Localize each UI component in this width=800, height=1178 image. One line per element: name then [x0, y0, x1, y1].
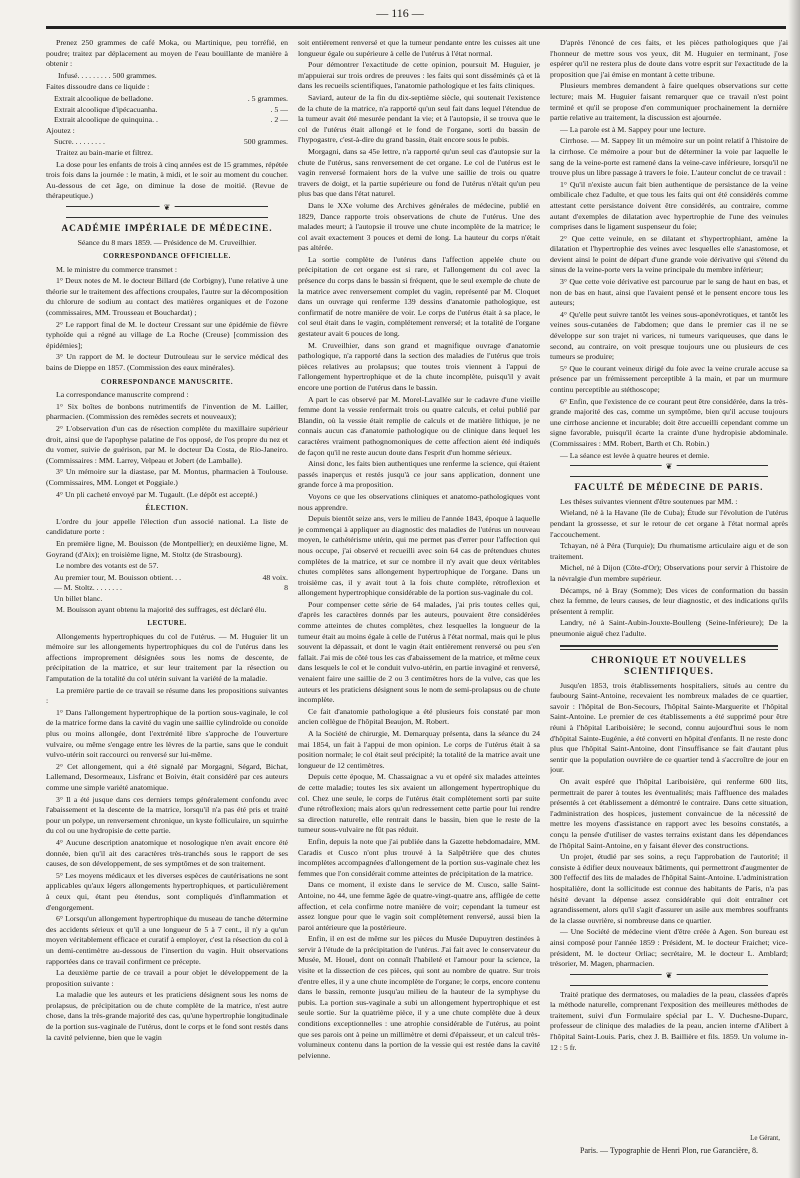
- ingredient-qty: . 5 —: [270, 104, 288, 114]
- paragraph: soit entièrement renversé et que la tumeur pendante entre les cuisses ait une longueur égale ou supérieure à celle de l'utérus à l'état normal.: [298, 38, 540, 58]
- subsection-title: CORRESPONDANCE MANUSCRITE.: [100, 378, 234, 386]
- vote-name: Au premier tour, M. Bouisson obtient. . .: [54, 572, 182, 582]
- column-1: [46, 38, 288, 1148]
- paragraph: 1° Dans l'allongement hypertrophique de la portion sous-vaginale, le col de la matrice forme dans la cavité du vagin une saillie cylindroïde ou conoïde plus ou moins allongée, dont l'extrémité libre s'approche de l'ouverture vulvaire, ou même s'engage entre les lèvres de la partie, sans que le conduit vulvo-utérin soit raccourci ou renversé sur lui-même.: [46, 707, 288, 760]
- paragraph: Le nombre des votants est de 57.: [56, 561, 159, 571]
- recipe-dose: La dose pour les enfants de trois à cinq années est de 15 grammes, répétée trois fois dans la journée : le matin, à midi, et le soir au moment du coucher. Au-dessous de cet âge, on diminue la dose de moitié. (Revue de thérapeutique.): [46, 159, 288, 201]
- page-number: — 116 —: [376, 6, 424, 20]
- paragraph: Un projet, étudié par ses soins, a reçu l'approbation de l'autorité; il consiste à édifier deux nouveaux bâtiments, qui permettront d'augmenter de 300 l'effectif des lits de malades de l'hôpital Saint-Antoine. L'administration hospitalière, dont la sollicitude est connue des habitants de Paris, n'a pas hésité devant la dépense assez considérable qui doit entraîner cet agrandissement, alors qu'il s'agit d'assurer un asile aux membres souffrants de la classe ouvrière, si nombreuse dans ce quartier.: [550, 852, 788, 925]
- seance-line: Séance du 8 mars 1859. — Présidence de M. Cruveilhier.: [77, 237, 257, 247]
- paragraph: 4° Qu'elle peut suivre tantôt les veines sous-aponévrotiques, et tantôt les veines sous-cutanées de l'abdomen; que dans le premier cas il ne se développe sur son trajet ni varices, ni tumeurs variqueuses, que dans le second, au contraire, on voit presque toujours une ou plusieurs de ces tumeurs se produire;: [550, 309, 788, 362]
- vote-name: Un billet blanc.: [54, 593, 103, 603]
- recipe-intro: Prenez 250 grammes de café Moka, ou Martinique, peu torréfié, en poudre; traitez par déplacement au moyen de l'eau bouillante de manière à obtenir :: [46, 38, 288, 69]
- paragraph: Depuis bientôt seize ans, vers le milieu de l'année 1843, époque à laquelle je commençai à appliquer au diagnostic des maladies de l'utérus un nouveau moyen, le cathétérisme utérin, qui me permet pas d'errer pour l'affection qui nous occupe, j'ai observé et recueilli avec soin 64 cas de prétendues chutes complètes de la matrice, et sur ce nombre il n'y avait que deux véritables chutes complètes sans allongement hypertrophique de l'organe. Dans un troisième cas, il y avait tout à la fois chute complète, rétroflexion et allongement hypertrophique considérable de la portion sus-vaginale du col.: [298, 514, 540, 598]
- paragraph: — La parole est à M. Sappey pour une lecture.: [560, 124, 706, 134]
- paragraph: Pour compenser cette série de 64 malades, j'ai pris toutes celles qui, d'après les caractères donnés par les auteurs, pouvaient être considérées comme atteintes de chutes complètes, chez lesquelles la longueur de la tumeur était au moins égale à celle de l'utérus à l'état normal, mais qui le plus souvent la dépassait, et dont le vagin était entièrement renversé ou peu s'en fallait. J'ai mis de côté tous les cas d'abaissement de la matrice, et même ceux dans lesquels le col et le conduit vulvo-utérin, en partie invaginé et renversé, venaient faire une saillie de 2 ou 3 centimètres hors de la vulve, cas que les auteurs et les praticiens désignent sous le nom de semi-prolapsus ou de chute incomplète.: [298, 599, 540, 705]
- paragraph: Dans le XXe volume des Archives générales de médecine, publié en 1829, Dance rapporte trois observations de chute de l'utérus. Une des malades meurt; à l'autopsie il trouve une chute incomplète de la matrice; le col avait exactement 3 pouces et demi de long. La hauteur du corps n'était pas altérée.: [298, 200, 540, 253]
- ingredient-qty: . 5 grammes.: [247, 93, 288, 103]
- paragraph: 3° Que cette voie dérivative est parcourue par le sang de haut en bas, et non de bas en haut, ainsi que l'avaient pensé et le pensent encore tous les auteurs;: [550, 277, 788, 308]
- paragraph: La maladie que les auteurs et les praticiens désignent sous les noms de prolapsus, de précipitation ou de chute complète de la matrice, n'est autre chose, dans la très-grande majorité des cas, qu'une hypertrophie longitudinale de la portion sus-vaginale de l'utérus, dont le corps et le fond sont restés dans la cavité pelvienne, bien que le vagin: [46, 990, 288, 1042]
- paragraph: Morgagni, dans sa 45e lettre, n'a rapporté qu'un seul cas d'autopsie sur la chute de l'utérus, sans renversement de cet organe. Le col de l'utérus est le vagin renversé formaient hors de la vulve une saillie de trois ou quatre travers de doigt, et la partie supérieure ou fond de l'utérus n'était qu'un peu plus bas que dans l'état naturel.: [298, 146, 540, 199]
- paragraph: En première ligne, M. Bouisson (de Montpellier); en deuxième ligne, M. Goyrand (d'Aix); en troisième ligne, M. Stoltz (de Strasbourg).: [46, 538, 288, 559]
- ingredient-row: [46, 137, 288, 148]
- paragraph: 5° Que le courant veineux dirigé du foie avec la veine crurale accuse sa présence par un frémissement perceptible à la main, et par un murmure continu perceptible au stéthoscope;: [550, 363, 788, 394]
- recipe-infuse: Infusé. . . . . . . . . 500 grammes.: [58, 70, 157, 80]
- paragraph: 5° Les moyens médicaux et les diverses espèces de cautérisations ne sont applicables qu'aux légers allongements hypertrophiques, et particulièrement à ceux qui, étant peu étendus, sont compliqués d'inflammation et d'engorgement.: [46, 870, 288, 912]
- subsection-title: ÉLECTION.: [145, 505, 189, 513]
- vote-name: — M. Stoltz. . . . . . . .: [54, 583, 123, 593]
- ornament-icon: ❦: [160, 203, 175, 214]
- section-ornament: [570, 462, 768, 477]
- paragraph: 2° Le rapport final de M. le docteur Cressant sur une épidémie de fièvre typhoïde qui a régné au village de La Roche (Creuse) [commission des épidémies];: [46, 319, 288, 350]
- paragraph: Ainsi donc, les faits bien authentiques une renferme la science, qui étaient passés inaperçus et restés jusqu'à ce jour sans application, donnent une grande force à ma proposition.: [298, 459, 540, 490]
- section-ornament: [570, 970, 768, 986]
- thesis-entry: Michel, né à Dijon (Côte-d'Or); Observations pour servir à l'histoire de la névralgie d'un membre supérieur.: [550, 563, 788, 583]
- section-title-academie: ACADÉMIE IMPÉRIALE DE MÉDECINE.: [61, 223, 273, 234]
- ornament-icon: ❦: [662, 971, 677, 982]
- paragraph: L'ordre du jour appelle l'élection d'un associé national. La liste de candidature porte :: [46, 516, 288, 537]
- paragraph: On avait espéré que l'hôpital Lariboisière, qui renferme 600 lits, permettrait de parer à toutes les éventualités; mais l'affluence des malades présentés à cet établissement a démontré le contraire. Dans cette situation, l'administration des hospices, justement convaincue de la nécessité de mettre les moyens d'assistance en rapport avec les besoins constatés, a conçu la pensée d'utiliser de vastes terrains existant dans les dépendances de l'hôpital Saint-Antoine, en y faisant élever des constructions.: [550, 777, 788, 850]
- paragraph: A part le cas observé par M. Morel-Lavallée sur le cadavre d'une vieille femme dont la vessie renfermait trois ou quatre calculs, et celui publié par Blandin, où la vessie était remplie de calculs et de matière lithique, je ne connais aucun cas d'anatomie pathologique ou de clinique dans lequel les caractères vraiment pathognomoniques de cette affection aient été indiqués de façon qu'il ne reste aucun doute dans l'esprit d'un homme sérieux.: [298, 394, 540, 457]
- ingredient-name: Extrait alcoolique de belladone.: [54, 93, 154, 103]
- thesis-entry: Décamps, né à Bray (Somme); Des vices de conformation du bassin chez la femme, de leurs causes, de leur diagnostic, et des indications qu'ils présentent à remplir.: [550, 585, 788, 616]
- paragraph: A la Société de chirurgie, M. Demarquay présenta, dans la séance du 24 mai 1854, un fait à l'appui de mon opinion. Le corps de l'utérus était à sa position normale; le col était seul précipité; la totalité de la matrice avait une longueur de 12 centimètres.: [298, 729, 540, 770]
- paragraph: Les thèses suivantes viennent d'être soutenues par MM. :: [560, 496, 738, 506]
- paragraph: La correspondance manuscrite comprend :: [56, 390, 189, 400]
- paragraph: La première partie de ce travail se résume dans les propositions suivantes :: [46, 685, 288, 706]
- paragraph: La deuxième partie de ce travail a pour objet le développement de la proposition suivante :: [46, 968, 288, 988]
- ingredient-qty: 500 grammes.: [243, 137, 288, 147]
- paragraph: Cirrhose. — M. Sappey lit un mémoire sur un point relatif à l'histoire de la cirrhose. Ce mémoire a pour but de déterminer la voie par laquelle le sang de la veine-porte est ramené dans la veine-cave inférieure, lorsqu'il ne trouve plus un libre passage à travers le foie. L'auteur conclut de ce travail :: [550, 136, 788, 178]
- paragraph: Ce fait d'anatomie pathologique a été plusieurs fois constaté par mon ancien collègue de l'hôpital Beaujon, M. Robert.: [298, 706, 540, 727]
- paragraph: 6° Enfin, que l'existence de ce courant peut être considérée, dans la très-grande majorité des cas, comme un symptôme, bien qu'il accuse toujours une cirrhose ancienne et incurable; doit être accueilli cependant comme un signe favorable, puisqu'il écarte la crainte d'une hydropisie abdominale. (Commissaires : MM. Robert, Barth et Ch. Robin.): [550, 396, 788, 448]
- paragraph: Saviard, auteur de la fin du dix-septième siècle, qui soutenait l'existence de la chute de la matrice, n'a rapporté qu'un seul fait dans lequel l'étendue de la tumeur avait été mesurée pendant la vie; et à l'autopsie, il se trouva que le col de l'utérus était allongé et le fond de l'organe, sorti du bassin de l'hypogastre, c'est-à-dire du grand bassin, était encore sous le pubis.: [298, 92, 540, 145]
- paragraph: 6° Lorsqu'un allongement hypertrophique du museau de tanche détermine des accidents sérieux et qu'il a une longueur de 5 à 7 cent., il n'y a qu'un moyen véritablement efficace et curatif à employer, c'est la résection du col à un demi-centimètre au-dessous de l'insertion du vagin. Huit observations rapportées dans ce travail confirment ce précepte.: [46, 914, 288, 966]
- recipe-dissolve: Faites dissoudre dans ce liquide :: [46, 82, 150, 92]
- paragraph: 2° L'observation d'un cas de résection complète du maxillaire supérieur droit, ainsi que de l'apophyse palatine de l'os opposé, de l'os propre du nez et du vomer, suivie de guérison, par M. le docteur Da Costa, de Rio-Janeiro. (Commissaires : MM. Larrey, Velpeau et Jobert (de Lamballe).: [46, 424, 288, 465]
- paragraph: Allongements hypertrophiques du col de l'utérus. — M. Huguier lit un mémoire sur les allongements hypertrophiques du col de l'utérus dans les affections improprement désignées sous les noms de descente, de précipitation de la matrice, et sur leur traitement par la résection ou l'amputation de la totalité du col utérin suivant la variété de la maladie.: [46, 631, 288, 684]
- paragraph: Depuis cette époque, M. Chassaignac a vu et opéré six malades atteintes de cette maladie; toutes les six avaient un allongement hypertrophique du col. Chez une seule, le corps de l'utérus était complètement sorti par suite d'une rétroflexion; mais alors qu'un redressement cette partie pour lui rendre sa direction naturelle, elle rentrait dans le bassin, bien que le reste de la tumeur sous-vulvaire ne fût pas réduit.: [298, 772, 540, 835]
- paragraph: Jusqu'en 1853, trois établissements hospitaliers, situés au centre du faubourg Saint-Antoine, recevaient les nombreux malades de ce quartier, savoir : l'hôpital de Bon-Secours, l'hôpital Sainte-Marguerite et l'hôpital Saint-Antoine. Le premier de ces établissements a été supprimé pour être réuni à l'hôpital Lariboisière; le second, connu aujourd'hui sous le nom d'hôpital Sainte-Eugénie, a été converti en hôpital d'enfants. Il ne reste donc plus que l'hôpital Saint-Antoine, dont l'insuffisance se fait d'autant plus sentir que la population ouvrière de ce quartier tend à s'accroître de jour en jour.: [550, 680, 788, 775]
- paragraph: 1° Deux notes de M. le docteur Billard (de Corbigny), l'une relative à une théorie sur le traitement des affections croupales, l'autre sur la décomposition du chlorure de sodium au contact des matières organiques et de l'ozone (commissaires, MM. Trousseau et Bouchardat) ;: [46, 276, 288, 318]
- column-2: [298, 38, 540, 1158]
- paragraph: La sortie complète de l'utérus dans l'affection appelée chute ou précipitation de cet organe est si rare, et l'allongement du col avec la présence du corps dans le bassin si fréquent, que le seul exemple de chute de la matrice avec renversement complet du vagin, représenté par M. Cloquet dans un ouvrage qui renferme 139 dessins d'anatomie pathologique, est confirmatif de notre manière de voir. Le corps de l'utérus était à sa place, le col seul était dans le vagin, complétement renversé; et la totalité de l'organe gestateur avait 6 pouces de long.: [298, 254, 540, 339]
- paragraph: — Une Société de médecine vient d'être créée à Agen. Son bureau est ainsi composé pour l'année 1859 : Président, M. le docteur Fraichet; vice-président, M. le docteur Orliac; secrétaire, M. le docteur L. Amblard; trésorier, M. Magen, pharmacien.: [550, 927, 788, 969]
- paragraph: Plusieurs membres demandent à faire quelques observations sur cette lecture; mais M. Huguier faisant remarquer que ce travail n'est point terminé et qu'il se propose d'en communiquer prochainement la dernière partie relative au traitement, la discussion est ajournée.: [550, 81, 788, 123]
- subsection-title: LECTURE.: [147, 620, 187, 628]
- paragraph: 3° Un rapport de M. le docteur Dutrouleau sur le service médical des bains de Dieppe en 1857. (Commission des eaux minérales).: [46, 352, 288, 373]
- paragraph: — La séance est levée à quatre heures et demie.: [560, 450, 710, 460]
- paragraph: 2° Cet allongement, qui a été signalé par Morgagni, Ségard, Bichat, Lallemand, Desormeaux, Lisfranc et Boivin, était considéré par ces auteurs comme une simple variété anatomique.: [46, 761, 288, 792]
- ingredient-row: [46, 105, 288, 116]
- section-title-chronique: CHRONIQUE ET NOUVELLES SCIENTIFIQUES.: [591, 656, 747, 678]
- ingredient-name: Extrait alcoolique de quinquina. .: [54, 115, 158, 125]
- paragraph: 3° Un mémoire sur la diastase, par M. Montus, pharmacien à Toulouse. (Commissaires, MM. Longet et Poggiale.): [46, 467, 288, 487]
- ingredient-qty: . 2 —: [270, 115, 288, 125]
- paragraph: 4° Aucune description anatomique et nosologique n'en avait encore été donnée, bien qu'il ait des caractères très-tranchés sous le rapport de ses causes, de son développement, de ses symptômes et de son traitement.: [46, 837, 288, 869]
- paragraph: Dans ce moment, il existe dans le service de M. Cusco, salle Saint-Antoine, no 44, une femme âgée de quatre-vingt-quatre ans, affligée de cette affection, et cela confirme notre manière de voir; cependant la tumeur est assez longue pour que le vagin soit complètement renversé, aussi bien la paroi antérieure que la postérieure.: [298, 880, 540, 932]
- paragraph: 1° Qu'il n'existe aucun fait bien authentique de persistance de la veine ombilicale chez l'adulte, et que tous les faits qui ont été considérés comme attestant cette persistance doivent être considérés, au contraire, comme autant d'exemples de dilatation avec hypertrophie de l'une des veinules comprises dans le ligament suspenseur du foie;: [550, 179, 788, 232]
- vote-row: [46, 573, 288, 584]
- gerant-signature: Le Gérant,: [750, 1134, 780, 1142]
- paragraph: 4° Un pli cacheté envoyé par M. Tugault. (Le dépôt est accepté.): [56, 489, 258, 499]
- book-notice: Traité pratique des dermatoses, ou maladies de la peau, classées d'après la méthode naturelle, comprenant l'exposition des meilleures méthodes de traitement, suivi d'un Formulaire spécial par L. V. Duchesne-Duparc, professeur de clinique des maladies de la peau, ancien interne d'Alibert à l'hôpital Saint-Louis. Paris, chez J. B. Baillière et fils. 1859. Un volume in-12 : 5 fr.: [550, 989, 788, 1052]
- ornament-icon: ❦: [662, 462, 677, 473]
- thesis-entry: Wieland, né à la Havane (île de Cuba); Étude sur l'évolution de l'utérus pendant la grossesse, et sur le retour de cet organe à l'état normal après l'accouchement.: [550, 508, 788, 539]
- section-divider: [560, 645, 778, 650]
- section-title-faculte: FACULTÉ DE MÉDECINE DE PARIS.: [574, 483, 764, 494]
- vote-count: 48 voix.: [262, 572, 288, 582]
- page-edge-shadow: [788, 0, 800, 1178]
- vote-row: [46, 594, 288, 605]
- ingredient-name: Extrait alcoolique d'ipécacuanha.: [54, 104, 158, 114]
- printer-imprint: Paris. — Typographie de Henri Plon, rue Garancière, 8.: [580, 1146, 758, 1155]
- recipe-step: Traitez au bain-marie et filtrez.: [56, 147, 153, 157]
- ingredient-row: [46, 94, 288, 105]
- paragraph: Enfin, il en est de même sur les pièces du Musée Dupuytren destinées à servir à l'étude de la précipitation de l'utérus. J'ai fait avec le conservateur du Musée, M. Houel, dont on connaît l'habileté et l'amour pour la science, la visite et la dissection de ces pièces, qui sont au nombre de quatre. Sur trois d'entre elles, il y a une chute incomplète de l'organe; le corps, encore contenu dans le bassin, remonte jusqu'au milieu de la hauteur de la symphyse du pubis. La portion sus-vaginale a subi un allongement hypertrophique et est seule sortie. Sur la quatrième pièce, il y a une chute complète due à deux conditions exceptionnelles : une atrophie considérable de l'utérus, au point que ses parois ont à peine un millimètre et demi d'épaisseur, et un calcul très-volumineux contenu dans la portion de la vessie qui est restée dans la cavité pelvienne.: [298, 934, 540, 1060]
- paragraph: D'après l'énoncé de ces faits, et les pièces pathologiques que j'ai l'honneur de mettre sous vos yeux, dit M. Huguier en terminant, j'ose espérer qu'il ne restera plus de doute dans votre esprit sur l'exactitude de la proposition que j'ai émise en montant à cette tribune.: [550, 38, 788, 79]
- paragraph: Voyons ce que les observations cliniques et anatomo-pathologiques vont nous apprendre.: [298, 491, 540, 512]
- thesis-entry: Tchayan, né à Péra (Turquie); Du rhumatisme articulaire aigu et de son traitement.: [550, 541, 788, 561]
- vote-row: [46, 583, 288, 594]
- subsection-title: CORRESPONDANCE OFFICIELLE.: [103, 253, 231, 261]
- paragraph: M. Cruveilhier, dans son grand et magnifique ouvrage d'anatomie pathologique, n'a rapporté dans la section des maladies de l'utérus que trois pièces relatives au prolapsus; que toutes trois viennent à l'appui de l'allongement hypertrophique et de la chute incomplète, puisqu'il y avait encore une portion de l'utérus dans le bassin.: [298, 340, 540, 392]
- column-3: [550, 38, 788, 1158]
- vote-count: 8: [284, 583, 288, 593]
- paragraph: M. Bouisson ayant obtenu la majorité des suffrages, est déclaré élu.: [56, 604, 267, 614]
- ingredient-row: [46, 115, 288, 126]
- paragraph: Pour démontrer l'exactitude de cette opinion, poursuit M. Huguier, je m'appuierai sur trois ordres de preuves : les faits qui sont disséminés çà et là dans les recueils scientifiques, l'anatomie pathologique et les faits cliniques.: [298, 60, 540, 91]
- paragraph: 3° Il a été jusque dans ces derniers temps généralement confondu avec l'abaissement et la descente de la matrice, lorsqu'il n'a pas été pris et traité pour un polype, un renversement chronique, un kyste folliculaire, un squirrhe du col ou une hydropisie de cette partie.: [46, 794, 288, 836]
- header-rule: [46, 26, 786, 29]
- section-ornament: [66, 202, 268, 218]
- thesis-entry: Landry, né à Saint-Aubin-Jouxte-Boulleng (Seine-Inférieure); De la pneumonie aiguë chez l'adulte.: [550, 618, 788, 638]
- paragraph: Enfin, depuis la note que j'ai publiée dans la Gazette hebdomadaire, MM. Caradis et Cusco n'ont plus trouvé à la Salpêtrière que des chutes incomplètes accompagnées d'allongement de la portion sus-vaginale chez les femmes que l'on considérait comme atteintes de précipitation de la matrice.: [298, 836, 540, 878]
- ingredient-name: Sucre. . . . . . . . .: [54, 137, 105, 147]
- recipe-ajoutez: Ajoutez :: [46, 125, 75, 135]
- paragraph: M. le ministre du commerce transmet :: [56, 264, 178, 274]
- paragraph: 2° Que cette veinule, en se dilatant et s'hypertrophiant, amène la dilatation et l'hypertrophie des veines avec lesquelles elle s'anastomose, et devient ainsi le point de départ d'une grande voie dérivative qui s'étend du sinus de la veine-porte vers la veine principale du membre inférieur;: [550, 233, 788, 275]
- paragraph: 1° Six boîtes de bonbons nutrimentifs de l'invention de M. Lailler, pharmacien. (Commission des remèdes secrets et nouveaux);: [46, 401, 288, 422]
